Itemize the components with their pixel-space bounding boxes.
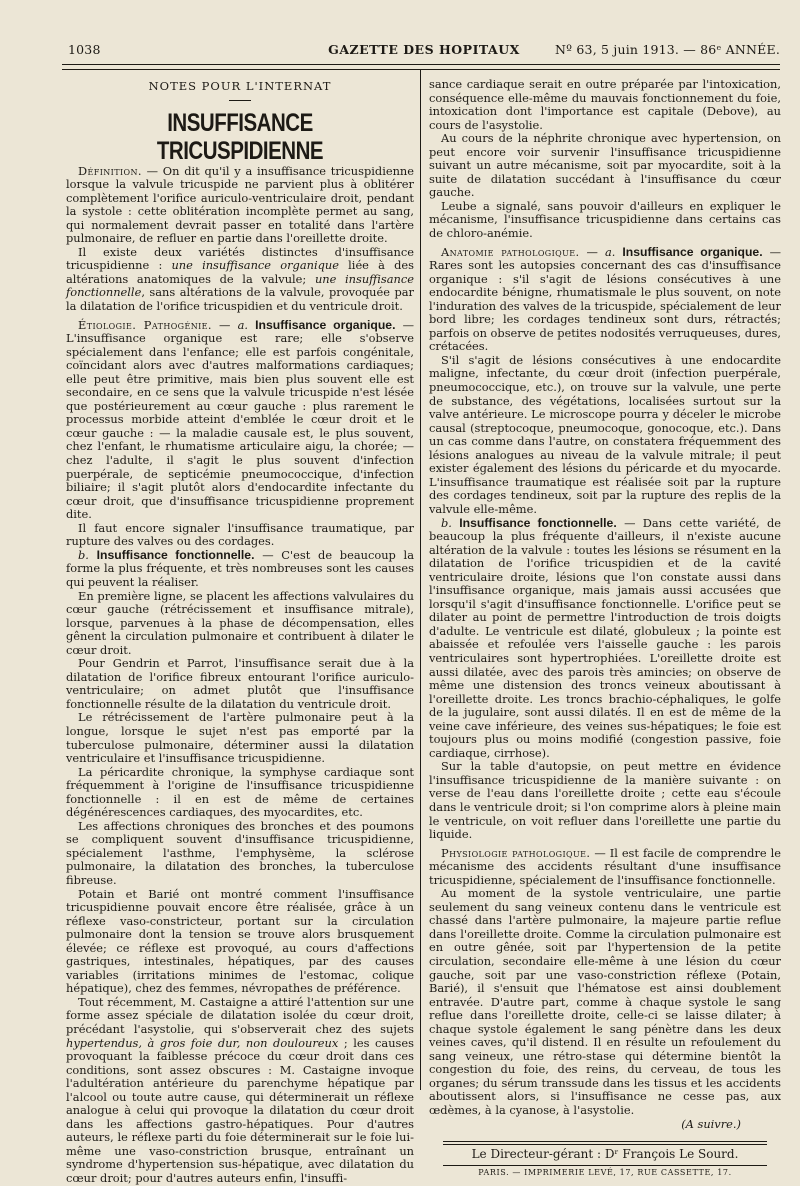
heading-organic-anatomy: Insuffisance organique. <box>622 244 763 259</box>
definition-label: Définition. <box>78 163 142 178</box>
paragraph-definition: Définition. — On dit qu'il y a insuffisance tricuspidienne lorsque la valvule tricuspide ne parvient plus à oblitérer complètement l'orifice auriculo-ventriculaire droit, pendant la systole : cette oblitération incomplète permet au sang, qui normalement devrait passer en totalité dans l'artère pulmonaire, de refluer en partie dans l'oreillette droite. <box>66 163 414 246</box>
paragraph-functional-anatomy: b. Insuffisance fonctionnelle. — Dans cette variété, de beaucoup la plus fréquente d'ailleurs, il n'existe aucune altération de la valvule : toutes les lésions se résument en la dilatation de l'orifice tricuspidien et de la cavité ventriculaire droite, lésions que l'on constate aussi dans l'insuffisance organique, mais jamais aussi accusées que lorsqu'il s'agit d'insuffisance fonctionnelle. L'orifice peut se dilater au point de permettre l'introduction de trois doigts d'adulte. Le ventricule est dilaté, globuleux ; la pointe est abaissée et refoulée vers l'aisselle gauche : les parois ventriculaires sont hypertrophiées. L'oreillette droite est aussi dilatée, avec des parois très amincies; on observe de même une distension des troncs veineux aboutissant à l'oreillette droite. Les troncs brachio-céphaliques, le golfe de la jugulaire, sont aussi dilatés. Il en est de même de la veine cave inférieure, des veines sus-hépatiques; le foie est toujours plus ou moins modifié (congestion passive, foie cardiaque, cirrhose). <box>429 515 781 760</box>
heading-functional: Insuffisance fonctionnelle. <box>96 547 255 562</box>
paragraph-varieties: Il existe deux variétés distinctes d'insuffisance tricuspidienne : une insuffisance organique liée à des altérations anatomiques de la valvule; une insuffisance fonctionnelle, sans altérations de la valvule, provoquée par la dilatation de l'orifice tricuspidien et du ventricule droit. <box>66 244 414 314</box>
paragraph-potain-barie: Potain et Barié ont montré comment l'insuffisance tricuspidienne pouvait encore être réalisée, grâce à un réflexe vaso-constricteur, portant sur la circulation pulmonaire dont la tension se trouve alors brusquement élevée; ce réflexe est provoqué, au cours d'affections gastriques, intestinales, hépatiques, par des causes variables (irritations minimes de l'estomac, colique hépatique), chez des femmes, névropathes de préférence. <box>66 886 414 996</box>
paragraph-etiology: Étiologie. Pathogénie. — a. Insuffisance organique. — L'insuffisance organique est rare; elle s'observe spécialement dans l'enfance; elle est parfois congénitale, coïncidant alors avec d'autres malformations cardiaques; elle peut être primitive, mais bien plus souvent elle est secondaire, en ce sens que la valvule tricuspide n'est lésée que postérieurement au cœur gauche : plus rarement le processus morbide atteint d'emblée le cœur droit et le cœur gauche : — la maladie causale est, le plus souvent, chez l'enfant, le rhumatisme articulaire aigu, la chorée; — chez l'adulte, il s'agit le plus souvent d'infection puerpérale, de septicémie pneumococcique, d'infection biliaire; il s'agit plutôt alors d'endocardite infectante du cœur droit, que d'insuffisance tricuspidienne proprement dite. <box>66 317 414 522</box>
column-divider <box>420 70 421 1090</box>
paragraph-continuation: sance cardiaque serait en outre préparée par l'intoxication, conséquence elle-même du mauvais fonctionnement du foie, intoxication dont l'importance est capitale (Debove), au cours de l'asystolie. <box>429 77 781 132</box>
heading-functional-anatomy: Insuffisance fonctionnelle. <box>459 515 617 530</box>
to-be-continued: (A suivre.) <box>681 1116 741 1131</box>
page-number: 1038 <box>68 42 101 57</box>
paragraph-physiology: Physiologie pathologique. — Il est facile de comprendre le mécanisme des accidents résultant d'une insuffisance tricuspidienne, spécialement de l'insuffisance fonctionnelle. <box>429 845 781 887</box>
paragraph-gendrin: Pour Gendrin et Parrot, l'insuffisance serait due à la dilatation de l'orifice fibreux entourant l'orifice auriculo-ventriculaire; on admet plutôt que l'insuffisance fonctionnelle résulte de la dilatation du ventricule droit. <box>66 656 414 711</box>
printer-imprint: PARIS. — IMPRIMERIE LEVÉ, 17, RUE CASSETTE, 17. <box>478 1167 732 1177</box>
paragraph-leube: Leube a signalé, sans pouvoir d'ailleurs en expliquer le mécanisme, l'insuffisance tricuspidienne dans certains cas de chloro-anémie. <box>429 198 781 241</box>
paragraph-valvular: En première ligne, se placent les affections valvulaires du cœur gauche (rétrécissement et insuffisance mitrale), lorsque, parvenues à la phase de décompensation, elles gênent la circulation pulmonaire et contribuent à dilater le cœur droit. <box>66 588 414 657</box>
issue-info: Nº 63, 5 juin 1913. — 86ᵉ ANNÉE. <box>555 42 780 57</box>
paragraph-functional: b. Insuffisance fonctionnelle. — C'est de beaucoup la forme la plus fréquente, et très nombreuses sont les causes qui peuvent la réaliser. <box>66 547 414 589</box>
page-header <box>68 42 780 60</box>
paragraph-systole: Au moment de la systole ventriculaire, une partie seulement du sang veineux contenu dans le ventricule est chassé dans l'artère pulmonaire, la majeure partie reflue dans l'oreillette droite. Comme la circulation pulmonaire est en outre gênée, soit par l'hypertension de la petite circulation, secondaire elle-même à une lésion du cœur gauche, soit par une vaso-constriction réflexe (Potain, Barié), il s'ensuit que l'hématose est ainsi doublement entravée. D'autre part, comme à chaque systole le sang reflue dans l'oreillette droite, celle-ci se laisse dilater; à chaque systole également le sang pénètre dans les deux veines caves, qu'il distend. Il en résulte un refoulement du sang veineux, une rétro-stase qui détermine bientôt la congestion du foie, des reins, du cerveau, de tous les organes; du sérum transsude dans les tissus et les accidents aboutissent alors, si l'insuffisance ne cesse pas, aux œdèmes, à la cyanose, à l'asystolie. <box>429 886 781 1118</box>
paragraph-pericarditis: La péricardite chronique, la symphyse cardiaque sont fréquemment à l'origine de l'insuffisance tricuspidienne fonctionnelle : il en est de même de certaines dégénérescences cardiaques, des myocardites, etc. <box>66 764 414 820</box>
anatomy-label: Anatomie pathologique. <box>441 244 580 259</box>
paragraph-castaigne: Tout récemment, M. Castaigne a attiré l'attention sur une forme assez spéciale de dilatation isolée du cœur droit, précédant l'asystolie, qui s'observerait chez des sujets hypertendus, à gros foie dur, non douloureux ; les causes provoquant la faiblesse précoce du cœur droit dans ces conditions, sont assez obscures : M. Castaigne invoque l'adultération antérieure du parenchyme hépatique par l'alcool ou toute autre cause, qui déterminerait un réflexe analogue à celui qui provoque la dilatation du cœur droit dans les affections gastro-hépatiques. Pour d'autres auteurs, le réflexe parti du foie déterminerait sur le foie lui-même une vaso-constriction brusque, entraînant un syndrome d'hypertension sus-hépatique, avec dilatation du cœur droit; pour d'autres auteurs enfin, l'insuffi- <box>66 994 414 1186</box>
journal-title: GAZETTE DES HOPITAUX <box>328 42 520 57</box>
paragraph-traumatic: Il faut encore signaler l'insuffisance traumatique, par rupture des valves ou des cordages. <box>66 520 414 549</box>
title-separator <box>229 100 251 101</box>
paragraph-nephritis: Au cours de la néphrite chronique avec hypertension, on peut encore voir survenir l'insuffisance tricuspidienne suivant un autre mécanisme, soit par myocardite, soit à la suite de dilatation succédant à l'insuffisance du cœur gauche. <box>429 131 781 200</box>
paragraph-malignant: S'il s'agit de lésions consécutives à une endocardite maligne, infectante, du cœur droit (infection puerpérale, pneumococcique, etc.), on trouve sur la valvule, une perte de substance, des végétations, localisées surtout sur la valve antérieure. Le microscope pourra y déceler le microbe causal (streptocoque, pneumocoque, gonocoque, etc.). Dans un cas comme dans l'autre, on constatera fréquemment des lésions analogues au niveau de la valvule mitrale; il peut exister également des lésions du péricarde et du myocarde. L'insuffisance traumatique est réalisée soit par la rupture des cordages tendineux, soit par la rupture des replis de la valvule elle-même. <box>429 352 781 516</box>
signature-rule-top <box>443 1141 767 1145</box>
physiology-label: Physiologie pathologique. <box>441 845 591 860</box>
heading-organic: Insuffisance organique. <box>255 317 396 332</box>
etiology-label: Étiologie. Pathogénie. <box>78 317 212 332</box>
section-label: NOTES POUR L'INTERNAT <box>148 79 332 93</box>
header-double-rule <box>62 64 780 70</box>
right-column <box>429 78 781 1179</box>
paragraph-autopsy: Sur la table d'autopsie, on peut mettre en évidence l'insuffisance tricuspidienne de la manière suivante : on verse de l'eau dans l'oreillette droite ; cette eau s'écoule dans le ventricule droit; si l'on comprime alors à pleine main le ventricule, on voit refluer dans l'oreillette une partie du liquide. <box>429 759 781 842</box>
paragraph-anatomy: Anatomie pathologique. — a. Insuffisance organique. — Rares sont les autopsies concernant des cas d'insuffisance organique : s'il s'agit de lésions consécutives à une endocardite bénigne, rhumatismale le plus souvent, on note l'induration des valves de la tricuspide, spécialement de leur bord libre; les cordages tendineux sont durs, rétractés; parfois on observe de petites nodosités verruqueuses, dures, crétacées. <box>429 244 782 354</box>
article-title: INSUFFISANCE TRICUSPIDIENNE <box>156 108 324 165</box>
paragraph-pulmonary-stenosis: Le rétrécissement de l'artère pulmonaire peut à la longue, lorsque le sujet n'est pas emporté par la tuberculose pulmonaire, déterminer aussi la dilatation ventriculaire et l'insuffisance tricuspidienne. <box>66 710 414 766</box>
director-signature: Le Directeur-gérant : Dʳ François Le Sourd. <box>471 1147 739 1162</box>
paragraph-bronchi: Les affections chroniques des bronches et des poumons se compliquent souvent d'insuffisance tricuspidienne, spécialement l'asthme, l'emphysème, la sclérose pulmonaire, la dilatation des bronches, la tuberculose fibreuse. <box>66 818 414 887</box>
left-column <box>66 80 414 1186</box>
